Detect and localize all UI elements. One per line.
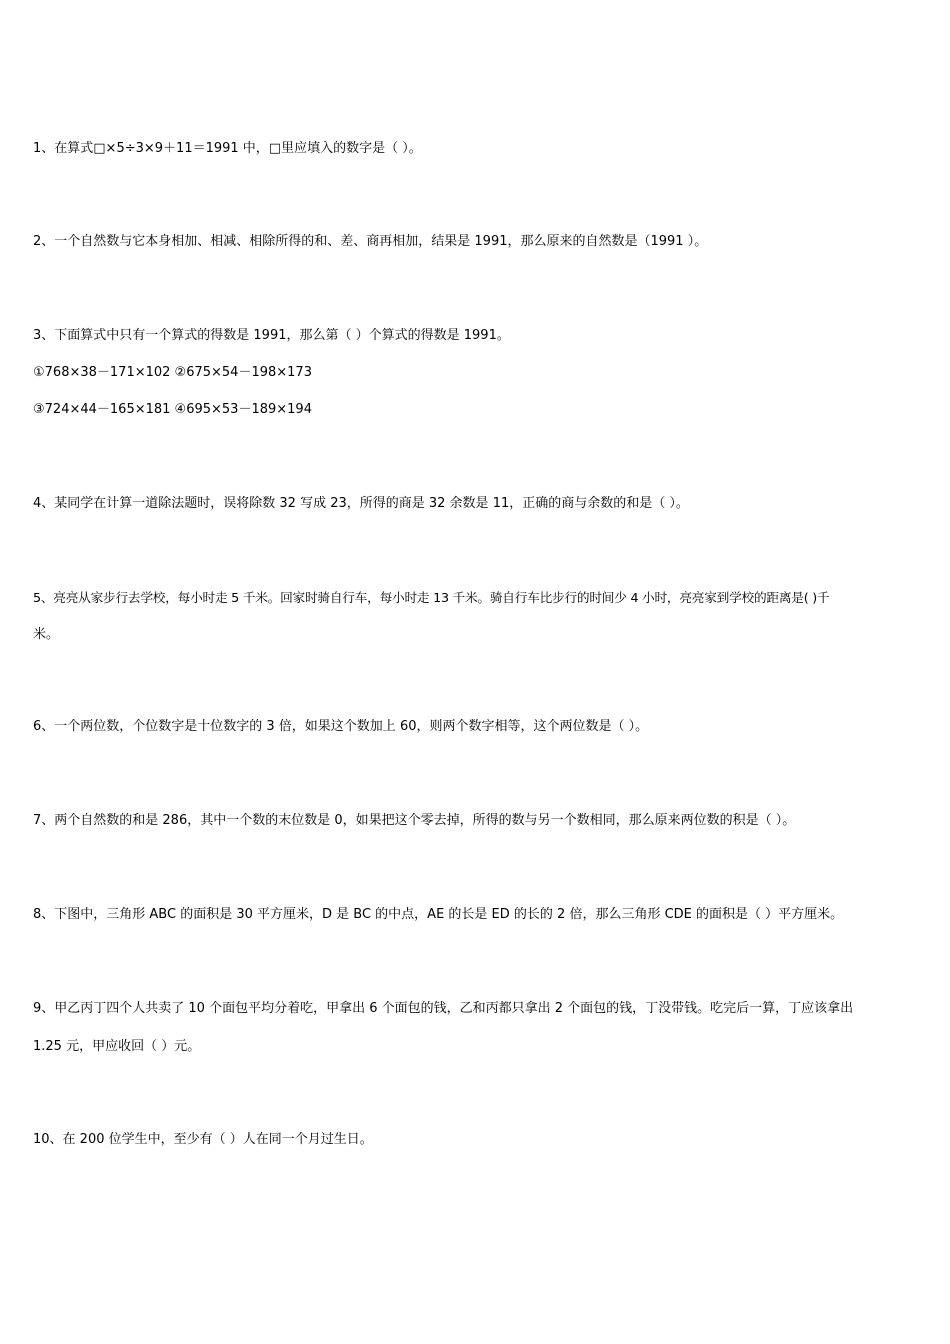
question-9-line-1: 9、甲乙丙丁四个人共卖了 10 个面包平均分着吃，甲拿出 6 个面包的钱，乙和丙都只拿出 2 个面包的钱，丁没带钱。吃完后一算，丁应该拿出 [33, 1001, 854, 1016]
question-3-options-b: ③724×44－165×181 ④695×53－189×194 [33, 402, 312, 417]
question-6: 6、一个两位数，个位数字是十位数字的 3 倍，如果这个数加上 60，则两个数字相等，这个两位数是（ ）。 [33, 719, 649, 734]
question-5-line-1: 5、亮亮从家步行去学校，每小时走 5 千米。回家时骑自行车，每小时走 13 千米。骑自行车比步行的时间少 4 小时，亮亮家到学校的距离是( )千 [33, 590, 830, 605]
question-7: 7、两个自然数的和是 286，其中一个数的末位数是 0，如果把这个零去掉，所得的数与另一个数相同，那么原来两位数的积是（ ）。 [33, 813, 796, 828]
question-2: 2、一个自然数与它本身相加、相减、相除所得的和、差、商再相加，结果是 1991，那么原来的自然数是（1991 ）。 [33, 234, 708, 249]
question-8: 8、下图中，三角形 ABC 的面积是 30 平方厘米，D 是 BC 的中点，AE 的长是 ED 的长的 2 倍，那么三角形 CDE 的面积是（ ）平方厘米。 [33, 907, 844, 922]
question-9-line-2: 1.25 元，甲应收回（ ）元。 [33, 1039, 201, 1054]
question-1: 1、在算式□×5÷3×9＋11＝1991 中，□里应填入的数字是（ ）。 [33, 141, 422, 156]
question-5-line-2: 米。 [33, 627, 60, 642]
question-10: 10、在 200 位学生中，至少有（ ）人在同一个月过生日。 [33, 1132, 373, 1147]
question-3: 3、下面算式中只有一个算式的得数是 1991，那么第（ ）个算式的得数是 1991。 [33, 328, 510, 343]
question-4: 4、某同学在计算一道除法题时，误将除数 32 写成 23，所得的商是 32 余数是 11，正确的商与余数的和是（ ）。 [33, 496, 689, 511]
question-3-options-a: ①768×38－171×102 ②675×54－198×173 [33, 365, 312, 380]
